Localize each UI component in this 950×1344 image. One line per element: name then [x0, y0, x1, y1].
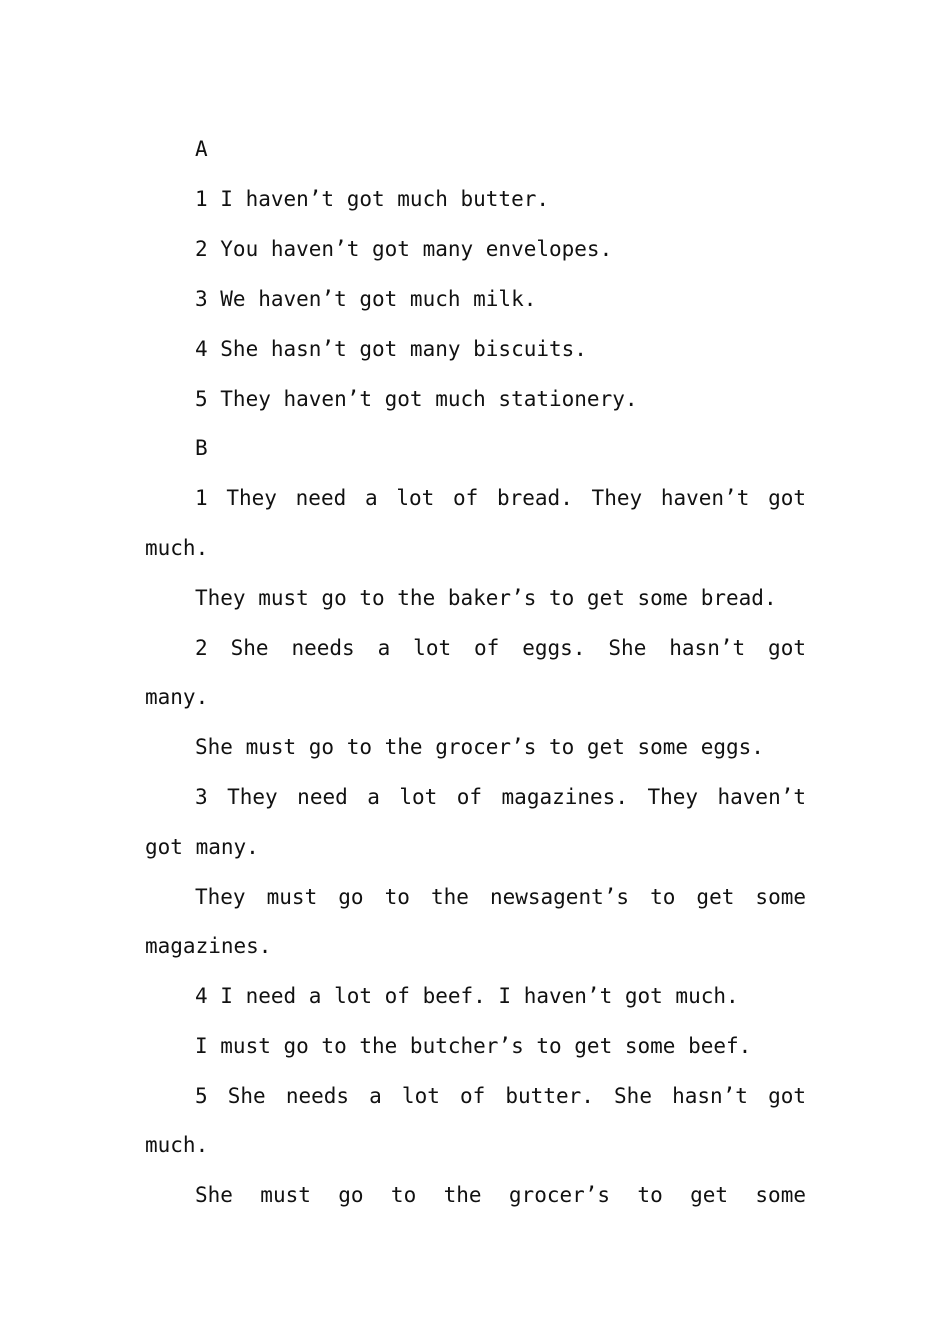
section-a-item-3: 3 We haven’t got much milk. [195, 287, 537, 311]
section-b-line-3: They must go to the baker’s to get some bread. [195, 586, 777, 610]
section-b-line-2: much. [145, 536, 209, 560]
section-a-item-1: 1 I haven’t got much butter. [195, 187, 550, 211]
section-b-line-7: 3 They need a lot of magazines. They haven’t [195, 785, 806, 809]
section-a-heading: A [195, 137, 208, 161]
section-b-line-6: She must go to the grocer’s to get some eggs. [195, 735, 764, 759]
section-b-line-14: much. [145, 1133, 209, 1157]
section-b-line-4: 2 She needs a lot of eggs. She hasn’t got [195, 636, 806, 660]
section-b-line-12: I must go to the butcher’s to get some beef. [195, 1034, 752, 1058]
section-b-line-10: magazines. [145, 934, 272, 958]
section-b-line-5: many. [145, 685, 209, 709]
section-b-line-13: 5 She needs a lot of butter. She hasn’t got [195, 1084, 806, 1108]
section-a-item-4: 4 She hasn’t got many biscuits. [195, 337, 587, 361]
section-b-line-1: 1 They need a lot of bread. They haven’t got [195, 486, 806, 510]
section-b-line-11: 4 I need a lot of beef. I haven’t got much. [195, 984, 739, 1008]
section-b-line-15: She must go to the grocer’s to get some [195, 1183, 806, 1207]
section-a-item-5: 5 They haven’t got much stationery. [195, 387, 638, 411]
section-a-item-2: 2 You haven’t got many envelopes. [195, 237, 613, 261]
section-b-line-8: got many. [145, 835, 259, 859]
section-b-line-9: They must go to the newsagent’s to get some [195, 885, 806, 909]
section-b-heading: B [195, 436, 208, 460]
